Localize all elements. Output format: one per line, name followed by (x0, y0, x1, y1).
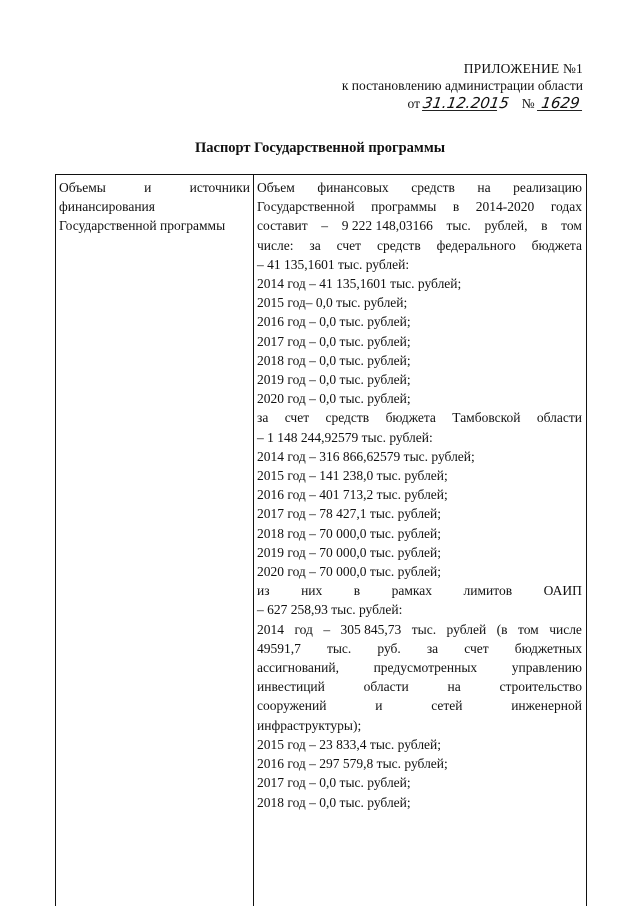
content-line (257, 620, 582, 639)
word: управлению (511, 660, 582, 676)
content-line: 2020 год – 0,0 тыс. рублей; (257, 391, 411, 407)
word: в (452, 199, 460, 215)
word: – (323, 621, 331, 637)
word: в (541, 218, 548, 234)
word: на (477, 180, 491, 195)
word: 49591,7 (257, 640, 301, 656)
word: инвестиций (257, 679, 325, 695)
word: финансовых (317, 180, 389, 195)
word: рублей (446, 621, 487, 637)
word: счет (284, 410, 310, 426)
content-line: 2016 год – 401 713,2 тыс. рублей; (257, 487, 448, 503)
content-line: 2017 год – 0,0 тыс. рублей; (257, 775, 411, 791)
content-line: 2015 год– 0,0 тыс. рублей; (257, 295, 408, 311)
content-line: 2016 год – 297 579,8 тыс. рублей; (257, 756, 448, 772)
appendix-subtitle: к постановлению администрации области (341, 78, 583, 93)
word: программы (371, 199, 437, 215)
word: тыс. (411, 621, 437, 637)
content-line (257, 581, 582, 600)
word: Объем (257, 180, 295, 195)
word: ОАИП (543, 583, 582, 599)
number-prefix: № (521, 96, 535, 111)
word: – (321, 218, 329, 234)
left-cell-line (59, 178, 250, 197)
word: бюджета (531, 237, 582, 253)
word: составит (257, 218, 308, 234)
word: числе: (257, 237, 294, 253)
word: тыс. (446, 218, 471, 234)
word: год (294, 621, 313, 637)
word: области (363, 679, 409, 695)
word: ассигнований, (257, 660, 339, 676)
word: средств (411, 180, 455, 195)
word: из (257, 583, 270, 599)
appendix-title: ПРИЛОЖЕНИЕ №1 (463, 61, 583, 76)
appendix-date-number-line (323, 95, 583, 112)
appendix-header (323, 60, 583, 112)
content-line: – 41 135,1601 тыс. рублей: (257, 256, 410, 272)
content-line (257, 236, 582, 255)
word: средств (377, 237, 421, 253)
word: 2014 (257, 621, 284, 637)
content-line (257, 677, 582, 696)
content-line: 2018 год – 70 000,0 тыс. рублей; (257, 525, 442, 541)
word: сооружений (257, 698, 327, 714)
word: за (257, 410, 269, 426)
content-line: 2020 год – 70 000,0 тыс. рублей; (257, 564, 442, 580)
word: руб. (377, 640, 401, 656)
content-line: инфраструктуры); (257, 717, 362, 733)
word: за (309, 237, 321, 253)
word: 2014-2020 (475, 199, 535, 215)
word: на (447, 679, 461, 695)
content-line: 2017 год – 0,0 тыс. рублей; (257, 333, 411, 349)
content-line: 2017 год – 78 427,1 тыс. рублей; (257, 506, 442, 522)
word: том (561, 218, 582, 234)
content-line (257, 408, 582, 427)
left-cell-line: финансирования (59, 199, 155, 215)
content-line (257, 696, 582, 715)
word: рамках (391, 583, 433, 599)
word: предусмотренных (373, 660, 478, 676)
word: (в (496, 621, 508, 637)
word: рублей, (484, 218, 528, 234)
content-line: 2019 год – 70 000,0 тыс. рублей; (257, 544, 442, 560)
word: тыс. (326, 640, 352, 656)
word: 305 845,73 (340, 621, 402, 637)
word: лимитов (463, 583, 513, 599)
content-line: 2015 год – 141 238,0 тыс. рублей; (257, 468, 448, 484)
word: Государственной (257, 199, 355, 215)
word: бюджетных (514, 640, 582, 656)
content-line: 2015 год – 23 833,4 тыс. рублей; (257, 736, 442, 752)
content-line: 2018 год – 0,0 тыс. рублей; (257, 352, 411, 368)
column-divider (253, 175, 254, 906)
content-line: – 627 258,93 тыс. рублей: (257, 602, 403, 618)
content-line (257, 197, 582, 216)
word: источники (189, 180, 250, 195)
word: счет (336, 237, 362, 253)
left-cell-label (59, 178, 250, 236)
content-line (257, 178, 582, 197)
content-line (257, 216, 582, 235)
word: них (301, 583, 323, 599)
word: числе (549, 621, 582, 637)
right-cell-content (257, 178, 582, 812)
word: Тамбовской (452, 410, 521, 426)
content-line (257, 658, 582, 677)
word: области (536, 410, 582, 426)
content-line: 2014 год – 316 866,62579 тыс. рублей; (257, 448, 475, 464)
left-cell-line: Государственной программы (59, 218, 226, 234)
word: и (375, 698, 383, 714)
content-line: 2016 год – 0,0 тыс. рублей; (257, 314, 411, 330)
word: Объемы (59, 180, 106, 195)
word: строительство (499, 679, 582, 695)
word: инженерной (511, 698, 582, 714)
word: в (353, 583, 361, 599)
handwritten-number: 1629 (537, 96, 584, 111)
content-line: 2019 год – 0,0 тыс. рублей; (257, 372, 411, 388)
word: и (144, 180, 152, 195)
handwritten-date: 31.12.2015 (422, 94, 511, 112)
date-prefix: от (407, 96, 420, 111)
content-line (257, 639, 582, 658)
word: счет (464, 640, 489, 656)
word: реализацию (513, 180, 582, 195)
content-line: 2018 год – 0,0 тыс. рублей; (257, 794, 411, 810)
content-line: 2014 год – 41 135,1601 тыс. рублей; (257, 276, 462, 292)
word: сетей (431, 698, 463, 714)
passport-table (55, 174, 587, 906)
word: годах (550, 199, 582, 215)
word: бюджета (385, 410, 436, 426)
document-title: Паспорт Государственной программы (194, 140, 446, 156)
word: за (426, 640, 439, 656)
word: федерального (436, 237, 516, 253)
content-line: – 1 148 244,92579 тыс. рублей: (257, 429, 433, 445)
word: средств (325, 410, 370, 426)
word: том (517, 621, 539, 637)
word: 9 222 148,03166 (341, 218, 433, 234)
